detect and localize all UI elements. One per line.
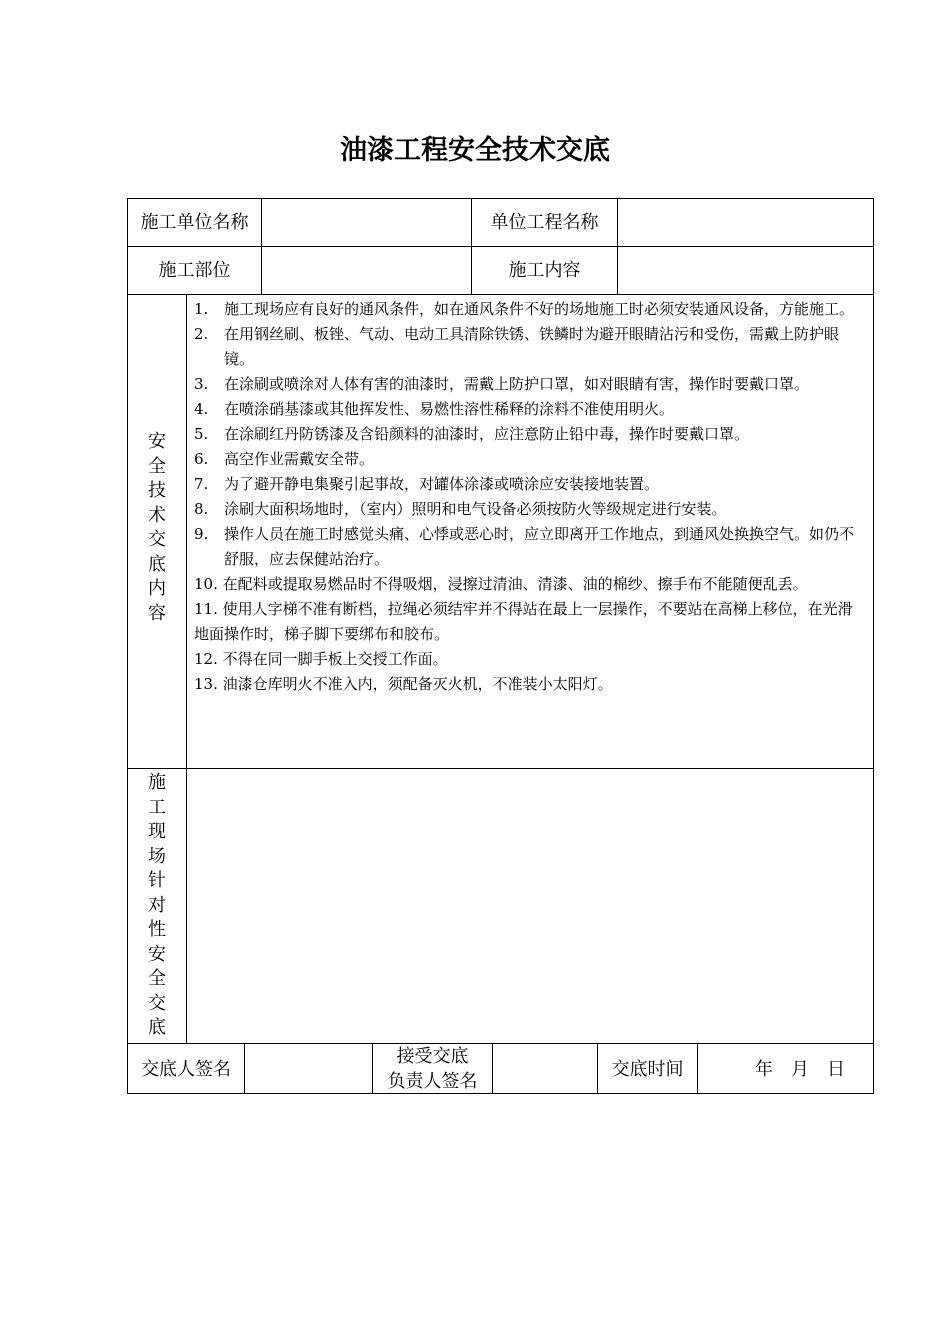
time-label: 交底时间 xyxy=(611,1058,684,1080)
list-item xyxy=(194,372,866,397)
item-text: 在涂刷红丹防锈漆及含铅颜料的油漆时，应注意防止铅中毒，操作时要戴口罩。 xyxy=(224,425,750,443)
item-number: 7. xyxy=(194,475,209,493)
label-char: 对 xyxy=(148,894,166,916)
location-label: 施工部位 xyxy=(158,260,231,281)
safety-section-label xyxy=(128,430,186,626)
item-number: 9. xyxy=(194,525,209,543)
list-item xyxy=(194,472,866,497)
label-char: 安 xyxy=(148,431,166,452)
item-text: 高空作业需戴安全带。 xyxy=(224,450,375,468)
location-field[interactable] xyxy=(262,247,471,294)
label-char: 交 xyxy=(148,992,166,1014)
item-text: 在配料或提取易燃品时不得吸烟，浸擦过清油、清漆、油的棉纱、擦手布不能随便乱丢。 xyxy=(222,575,808,593)
list-item xyxy=(194,497,866,522)
label-char: 交 xyxy=(148,529,166,550)
item-number: 5. xyxy=(194,425,209,443)
construction-unit-label: 施工单位名称 xyxy=(140,212,249,233)
item-number: 3. xyxy=(194,375,209,393)
item-text: 在喷涂硝基漆或其他挥发性、易燃性溶性稀释的涂料不准使用明火。 xyxy=(224,400,675,418)
label-char: 施 xyxy=(148,772,166,793)
item-text: 使用人字梯不准有断档，拉绳必须结牢并不得站在最上一层操作，不要站在高梯上移位，在光滑地面操作时，梯子脚下要绑布和胶布。 xyxy=(194,600,853,643)
label-char: 全 xyxy=(148,455,166,477)
label-char: 底 xyxy=(148,1017,166,1038)
item-number: 2. xyxy=(194,325,209,343)
site-section-field[interactable] xyxy=(187,769,873,1043)
label-char: 性 xyxy=(148,919,166,940)
label-char: 全 xyxy=(148,968,166,989)
label-char: 工 xyxy=(148,796,166,818)
content-field[interactable] xyxy=(618,247,873,294)
item-number: 11. xyxy=(194,600,218,618)
label-char: 内 xyxy=(148,578,166,599)
label-char: 安 xyxy=(148,943,166,965)
item-number: 13. xyxy=(194,675,218,693)
list-item xyxy=(194,297,866,322)
label-char: 现 xyxy=(148,821,166,842)
label-char: 容 xyxy=(148,602,166,624)
project-name-field[interactable] xyxy=(618,199,873,246)
receiver-label-line1: 接受交底 xyxy=(396,1046,469,1067)
list-item xyxy=(194,422,866,447)
item-text: 在涂刷或喷涂对人体有害的油漆时，需戴上防护口罩，如对眼睛有害，操作时要戴口罩。 xyxy=(224,375,810,393)
list-item xyxy=(194,447,866,472)
list-item xyxy=(194,397,866,422)
project-name-label: 单位工程名称 xyxy=(490,212,599,233)
document-title: 油漆工程安全技术交底 xyxy=(340,135,610,166)
item-number: 12. xyxy=(194,650,218,668)
discloser-label: 交底人签名 xyxy=(141,1058,231,1080)
date-field[interactable]: 年 月 日 xyxy=(755,1058,845,1080)
item-text: 在用钢丝刷、板锉、气动、电动工具清除铁锈、铁鳞时为避开眼睛沾污和受伤，需戴上防护眼镜。 xyxy=(224,325,840,368)
item-number: 10. xyxy=(194,575,218,593)
construction-unit-field[interactable] xyxy=(262,199,471,246)
item-number: 1. xyxy=(194,300,209,318)
list-item xyxy=(194,522,866,572)
item-text: 涂刷大面积场地时，（室内）照明和电气设备必须按防火等级规定进行安装。 xyxy=(224,500,727,518)
discloser-signature-field[interactable] xyxy=(245,1044,372,1094)
item-text: 油漆仓库明火不准入内，须配备灭火机，不准装小太阳灯。 xyxy=(222,675,613,693)
item-number: 6. xyxy=(194,450,209,468)
list-item xyxy=(194,572,866,597)
list-item xyxy=(194,322,866,372)
item-text: 为了避开静电集聚引起事故，对罐体涂漆或喷涂应安装接地装置。 xyxy=(224,475,660,493)
label-char: 底 xyxy=(148,553,166,575)
content-label: 施工内容 xyxy=(508,260,581,281)
item-number: 8. xyxy=(194,500,209,518)
item-text: 不得在同一脚手板上交授工作面。 xyxy=(222,650,448,668)
label-char: 场 xyxy=(148,845,166,867)
label-char: 针 xyxy=(148,870,166,891)
receiver-label-line2: 负责人签名 xyxy=(387,1071,478,1092)
receiver-signature-field[interactable] xyxy=(493,1044,597,1094)
item-number: 4. xyxy=(194,400,209,418)
label-char: 术 xyxy=(148,504,166,526)
list-item xyxy=(194,597,866,647)
list-item xyxy=(194,647,866,672)
item-text: 施工现场应有良好的通风条件，如在通风条件不好的场地施工时必须安装通风设备，方能施工。 xyxy=(224,300,855,318)
receiver-label xyxy=(373,1044,492,1094)
site-section-label xyxy=(128,771,186,1041)
label-char: 技 xyxy=(148,480,166,501)
list-item xyxy=(194,672,866,697)
safety-items-list xyxy=(194,297,866,697)
item-text: 操作人员在施工时感觉头痛、心悸或恶心时，应立即离开工作地点，到通风处换换空气。如仍不舒服，应去保健站治疗。 xyxy=(224,525,855,568)
